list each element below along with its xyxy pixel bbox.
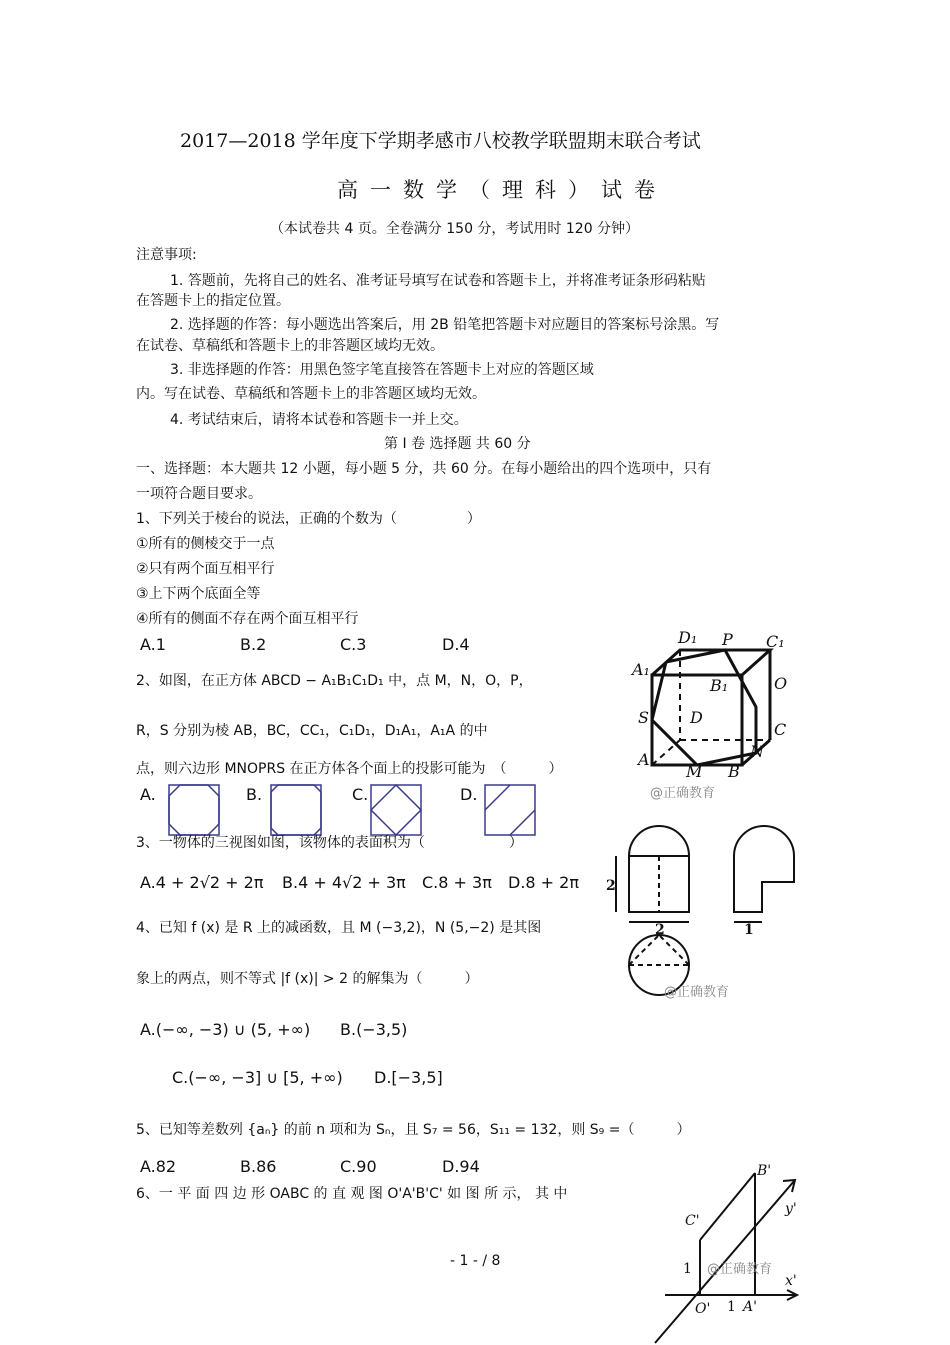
oblique-label-y: y': [785, 1201, 797, 1217]
three-view-watermark: @正确教育: [664, 985, 730, 1000]
note-3a: 3. 非选择题的作答：用黑色签字笔直接答在答题卡上对应的答题区域: [170, 362, 594, 378]
cube-label-o: O: [774, 674, 788, 693]
q5-option-d: D.94: [442, 1157, 480, 1176]
q1-statement-2: ②只有两个面互相平行: [136, 561, 275, 577]
oblique-label-o: O': [695, 1301, 711, 1317]
q1-statement-3: ③上下两个底面全等: [136, 586, 261, 602]
note-3b: 内。写在试卷、草稿纸和答题卡上的非答题区域均无效。: [136, 386, 486, 402]
q2-line-3: 点，则六边形 MNOPRS 在正方体各个面上的投影可能为 （ ）: [136, 761, 563, 777]
note-2b: 在试卷、草稿纸和答题卡上的非答题区域均无效。: [136, 338, 444, 354]
q2-line-2: R，S 分别为棱 AB，BC，CC₁，C₁D₁，D₁A₁，A₁A 的中: [136, 723, 488, 739]
cube-label-n: N: [750, 742, 764, 761]
cube-label-s: S: [638, 708, 649, 727]
q1-option-b: B.2: [240, 635, 267, 654]
q2-option-b: B.: [246, 785, 263, 804]
oblique-watermark: @正确教育: [707, 1262, 773, 1277]
exam-title: 2017—2018 学年度下学期孝感市八校教学联盟期末联合考试: [180, 130, 701, 152]
note-1a: 1. 答题前，先将自己的姓名、准考证号填写在试卷和答题卡上，并将准考证条形码粘贴: [170, 273, 706, 289]
q2-option-d: D.: [460, 785, 478, 804]
cube-label-d1: D₁: [678, 628, 698, 647]
q3-option-b: B.4 + 4√2 + 3π: [282, 873, 406, 892]
three-view-side: 1: [744, 922, 754, 938]
three-view-width: 2: [655, 922, 665, 938]
oblique-label-c: C': [685, 1213, 700, 1229]
exam-subtitle: 高一数学（理科）试卷: [337, 178, 667, 202]
q2-line-1: 2、如图，在正方体 ABCD − A₁B₁C₁D₁ 中，点 M，N，O，P，: [136, 673, 533, 689]
cube-label-d: D: [690, 708, 703, 727]
note-1b: 在答题卡上的指定位置。: [136, 293, 290, 309]
notes-heading: 注意事项:: [136, 247, 197, 263]
oblique-label-x: x': [785, 1273, 797, 1289]
cube-label-p: P: [722, 630, 733, 649]
q2-projection-a: [168, 784, 220, 836]
q3-stem: 3、一物体的三视图如图，该物体的表面积为（ ）: [136, 835, 523, 851]
oblique-figure: [665, 1165, 815, 1343]
section-heading: 第 I 卷 选择题 共 60 分: [384, 436, 531, 452]
cube-label-b1: B₁: [710, 676, 729, 695]
cube-label-a1: A₁: [632, 660, 650, 679]
q4-line-2: 象上的两点，则不等式 |f (x)| > 2 的解集为（ ）: [136, 971, 479, 987]
three-view-figure: [606, 822, 802, 1007]
cube-label-m: M: [686, 762, 703, 781]
q3-option-c: C.8 + 3π: [422, 873, 492, 892]
q5-option-b: B.86: [240, 1157, 277, 1176]
three-view-height: 2: [606, 878, 616, 894]
q1-option-a: A.1: [140, 635, 166, 654]
q1-option-d: D.4: [442, 635, 470, 654]
q3-option-d: D.8 + 2π: [508, 873, 579, 892]
oblique-label-1-vertical: 1: [683, 1261, 692, 1277]
q4-option-d: D.[−3,5]: [374, 1068, 443, 1087]
q1-stem: 1、下列关于棱台的说法，正确的个数为（ ）: [136, 511, 481, 527]
cube-label-c1: C₁: [766, 632, 785, 651]
q1-statement-4: ④所有的侧面不存在两个面互相平行: [136, 611, 359, 627]
section-intro-a: 一、选择题：本大题共 12 小题，每小题 5 分，共 60 分。在每小题给出的四个选项中，只有: [136, 461, 712, 477]
q2-option-a: A.: [140, 785, 156, 804]
cube-label-b: B: [728, 762, 740, 781]
note-4: 4. 考试结束后，请将本试卷和答题卡一并上交。: [170, 412, 468, 428]
section-intro-b: 一项符合题目要求。: [136, 486, 262, 502]
cube-figure: [630, 625, 800, 805]
oblique-label-b: B': [757, 1163, 772, 1179]
q4-option-b: B.(−3,5): [340, 1020, 408, 1039]
q1-statement-1: ①所有的侧棱交于一点: [136, 536, 275, 552]
note-2a: 2. 选择题的作答：每小题选出答案后，用 2B 铅笔把答题卡对应题目的答案标号涂黑。写: [170, 317, 720, 333]
q5-stem: 5、已知等差数列 {aₙ} 的前 n 项和为 Sₙ，且 S₇ = 56，S₁₁ = 132，则 S₉ =（ ）: [136, 1122, 691, 1138]
q4-line-1: 4、已知 f (x) 是 R 上的减函数，且 M (−3,2)，N (5,−2) 是其图: [136, 920, 542, 936]
exam-info: （本试卷共 4 页。全卷满分 150 分，考试用时 120 分钟）: [270, 221, 640, 237]
cube-label-c: C: [774, 720, 787, 739]
q1-option-c: C.3: [340, 635, 367, 654]
q4-option-a: A.(−∞, −3) ∪ (5, +∞): [140, 1020, 311, 1039]
oblique-label-a: A': [743, 1299, 757, 1315]
q4-option-c: C.(−∞, −3] ∪ [5, +∞): [172, 1068, 343, 1087]
q2-projection-b: [270, 784, 322, 836]
q3-option-a: A.4 + 2√2 + 2π: [140, 873, 264, 892]
q5-option-a: A.82: [140, 1157, 177, 1176]
cube-watermark: @正确教育: [650, 786, 716, 801]
q2-projection-d: [484, 784, 536, 836]
q6-stem: 6、一 平 面 四 边 形 OABC 的 直 观 图 O'A'B'C' 如 图 所 示， 其 中: [136, 1186, 568, 1202]
q2-projection-c: [370, 784, 422, 836]
cube-label-a: A: [638, 750, 650, 769]
q2-option-c: C.: [352, 785, 369, 804]
q5-option-c: C.90: [340, 1157, 377, 1176]
oblique-label-1-horizontal: 1: [727, 1299, 736, 1315]
page-number: - 1 - / 8: [450, 1253, 501, 1269]
